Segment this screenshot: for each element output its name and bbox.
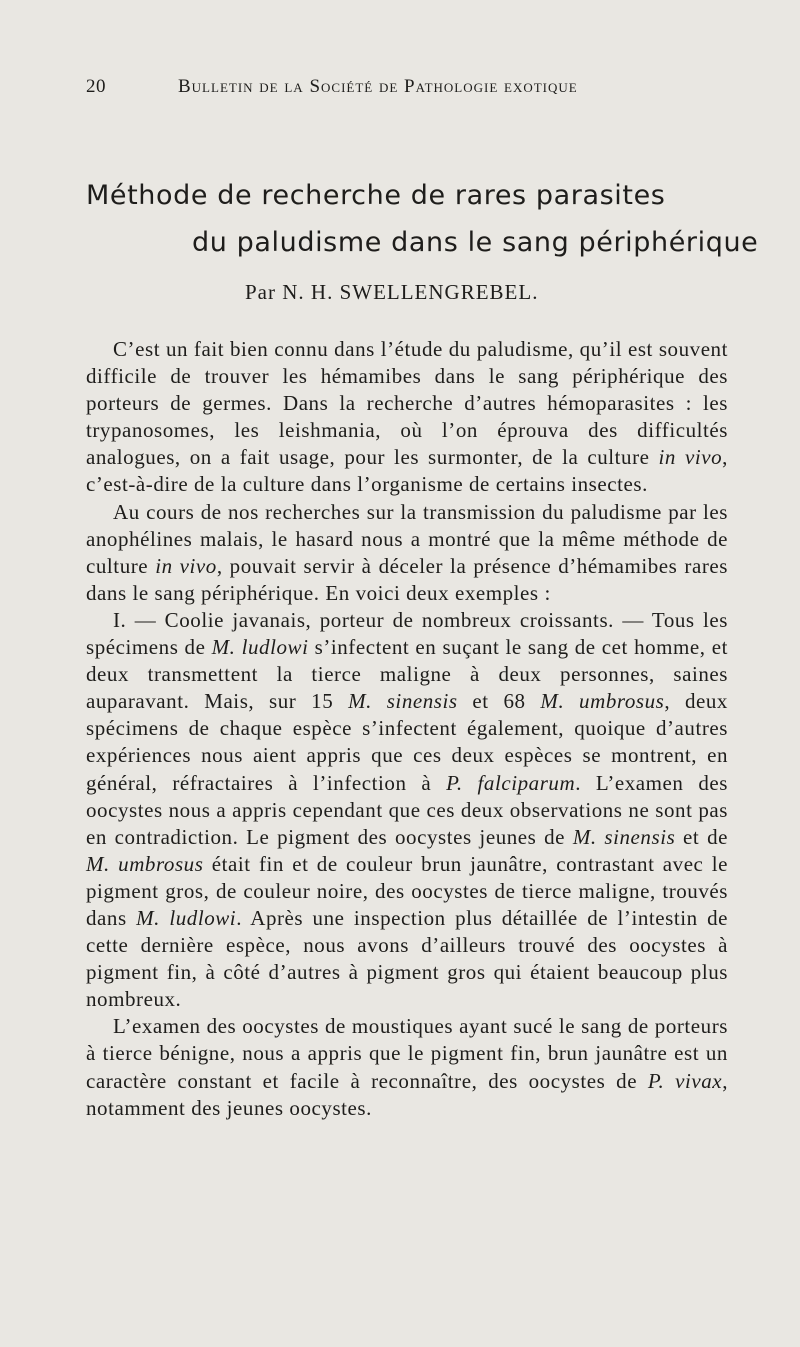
body-paragraph xyxy=(86,607,728,1013)
text-run: . Après une inspection plus détaillée de l’intestin de cette dernière espèce, nous avons d’ailleurs trouvé des oocystes à pigment fin, à côté d’autres à pigment gros qui étaient beaucoup plus nombreux. xyxy=(86,905,728,1012)
text-run: était fin et de couleur brun jaunâtre, contrastant avec le pigment gros, de couleur noire, des oocystes de tierce maligne, trouvés dans xyxy=(86,851,728,930)
text-run: . L’examen des oocystes nous a appris cependant que ces deux observations ne sont pas en contradiction. Le pigment des oocystes jeunes de xyxy=(86,770,728,849)
italic-term: M. umbrosus xyxy=(86,851,204,876)
text-run: C’est un fait bien connu dans l’étude du paludisme, qu’il est souvent difficile de trouver les hémamibes dans le sang périphérique des porteurs de germes. Dans la recherche d’autres hémoparasites : les trypanosomes, les leishmania, où l’on éprouva des difficultés analogues, on a fait usage, pour les surmonter, de la culture xyxy=(86,337,728,470)
body-paragraph xyxy=(86,336,728,499)
italic-term: in vivo xyxy=(155,553,217,578)
page-number: 20 xyxy=(86,76,106,97)
running-header xyxy=(86,76,726,104)
article-title-line-1: Méthode de recherche de rares parasites xyxy=(86,180,666,211)
italic-term: M. sinensis xyxy=(572,824,676,849)
italic-term: M. sinensis xyxy=(348,689,458,714)
italic-term: M. umbrosus xyxy=(540,689,665,714)
text-run: s’infectent en suçant le sang de cet homme, et deux transmettent la tierce maligne à deux personnes, saines auparavant. Mais, sur 15 xyxy=(86,635,728,714)
text-run: , deux spécimens de chaque espèce s’infectent également, quoique d’autres expériences nous aient appris que ces deux espèces se montrent, en général, réfractaires à l’infection à xyxy=(86,689,728,795)
text-run: et de xyxy=(675,824,728,849)
text-run: , c’est-à-dire de la culture dans l’organisme de certains insectes. xyxy=(86,445,728,497)
italic-term: M. ludlowi xyxy=(136,905,237,930)
text-run: et 68 xyxy=(457,689,541,714)
italic-term: P. vivax xyxy=(647,1068,723,1093)
journal-title: Bulletin de la Société de Pathologie exotique xyxy=(178,76,578,97)
article-title-line-2: du paludisme dans le sang périphérique xyxy=(192,227,759,258)
article-body xyxy=(86,336,728,1122)
italic-term: M. ludlowi xyxy=(211,635,309,660)
text-run: Au cours de nos recherches sur la transmission du paludisme par les anophélines malais, le hasard nous a montré que la même méthode de culture xyxy=(86,499,728,578)
italic-term: in vivo xyxy=(658,445,723,470)
body-paragraph xyxy=(86,499,728,607)
article-author: Par N. H. SWELLENGREBEL. xyxy=(245,280,539,304)
text-run: I. — Coolie javanais, porteur de nombreux croissants. — Tous les spécimens de xyxy=(86,607,728,660)
body-paragraph xyxy=(86,1013,728,1121)
text-run: , pouvait servir à déceler la présence d’hémamibes rares dans le sang périphérique. En voici deux exemples : xyxy=(86,553,728,605)
italic-term: P. falciparum xyxy=(446,770,576,795)
text-run: , notamment des jeunes oocystes. xyxy=(86,1068,728,1120)
text-run: L’examen des oocystes de moustiques ayant sucé le sang de porteurs à tierce bénigne, nous a appris que le pigment fin, brun jaunâtre est un caractère constant et facile à reconnaître, des oocystes de xyxy=(86,1014,728,1093)
